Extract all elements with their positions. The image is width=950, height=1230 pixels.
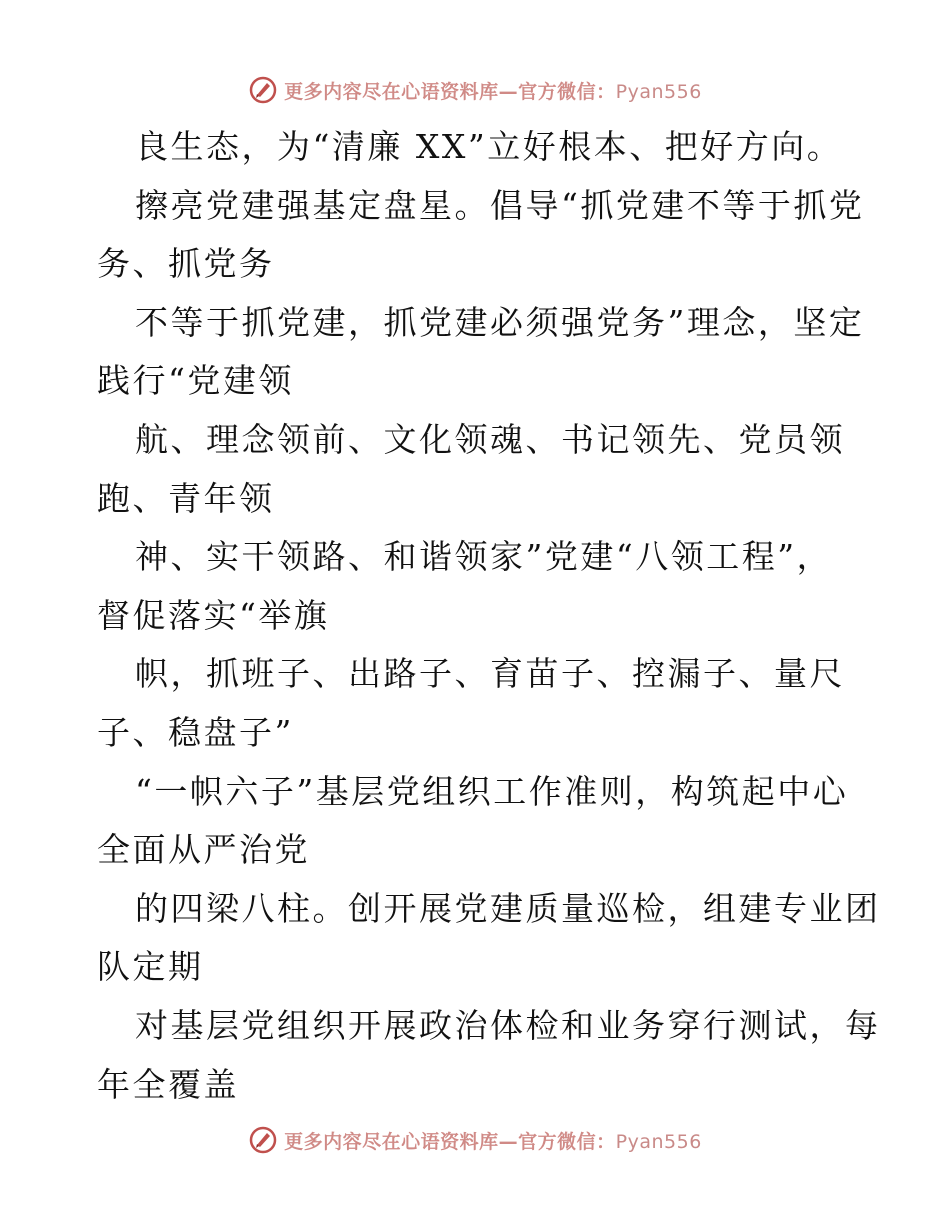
watermark-text-cn: 更多内容尽在心语资料库—官方微信： (284, 80, 616, 103)
watermark-text (284, 1127, 702, 1154)
text-line: “一帜六子”基层党组织工作准则，构筑起中心 (135, 771, 849, 811)
text-line: 督促落实“举旗 (97, 595, 330, 635)
text-line: 神、实干领路、和谐领家”党建“八领工程”， (135, 537, 833, 577)
text-line: 不等于抓党建，抓党建必须强党务”理念，坚定 (135, 302, 865, 342)
watermark-text (284, 77, 702, 104)
watermark-text-cn: 更多内容尽在心语资料库—官方微信： (284, 1130, 616, 1153)
watermark-text-id: Pyan556 (615, 80, 702, 103)
text-line: 航、理念领前、文化领魂、书记领先、党员领 (135, 419, 845, 459)
text-line: 务、抓党务 (97, 244, 275, 284)
watermark-logo-icon (248, 75, 278, 105)
text-line: 对基层党组织开展政治体检和业务穿行测试，每 (135, 1005, 881, 1045)
text-line: 的四梁八柱。创开展党建质量巡检，组建专业团 (135, 888, 881, 928)
text-line: 践行“党建领 (97, 361, 294, 401)
text-line: 子、稳盘子” (97, 712, 294, 752)
document-body (97, 118, 881, 1114)
text-line: 擦亮党建强基定盘星。倡导“抓党建不等于抓党 (135, 185, 865, 225)
text-line: 队定期 (97, 947, 204, 987)
text-line: 年全覆盖 (97, 1064, 239, 1104)
text-line: 跑、青年领 (97, 478, 275, 518)
text-line: 全面从严治党 (97, 830, 310, 870)
header-watermark (0, 70, 950, 110)
text-line: 帜，抓班子、出路子、育苗子、控漏子、量尺 (135, 654, 845, 694)
text-line: 良生态，为“清廉 XX”立好根本、把好方向。 (135, 127, 843, 166)
watermark-text-id: Pyan556 (615, 1130, 702, 1153)
watermark-logo-icon (248, 1125, 278, 1155)
footer-watermark (0, 1120, 950, 1160)
